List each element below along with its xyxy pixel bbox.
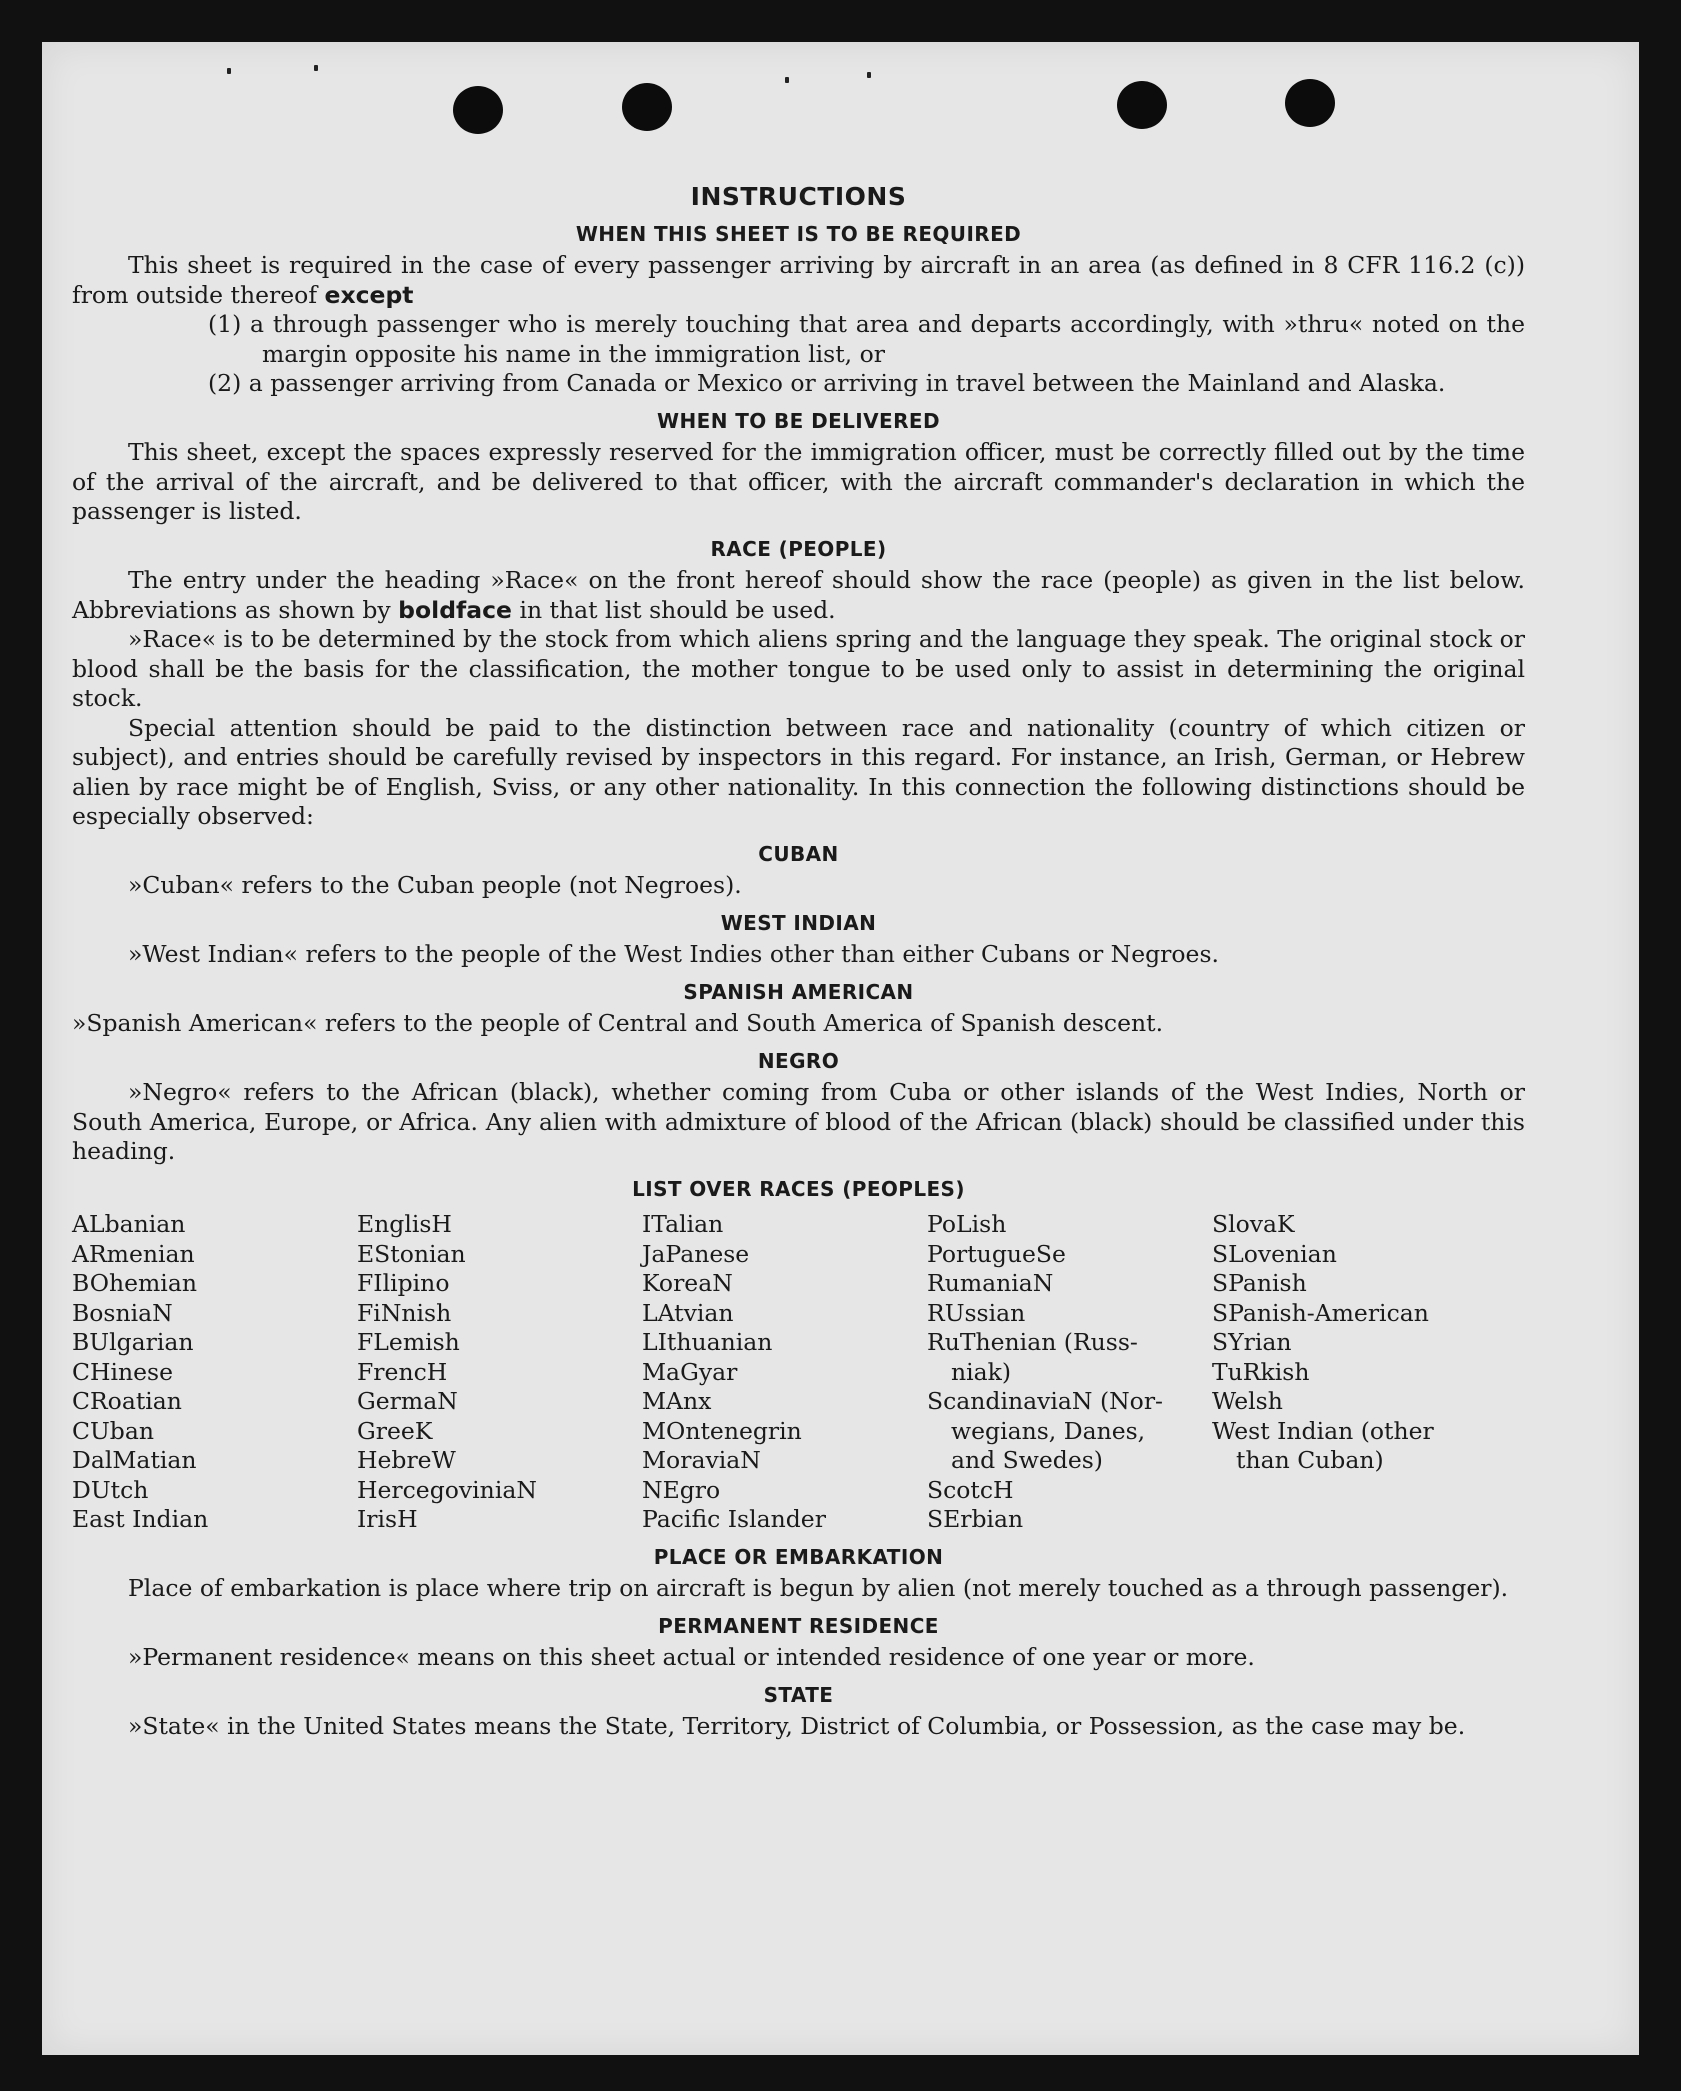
list-item: (1) a through passenger who is merely touching that area and departs accordingly, with »thru« noted on the margin opposite his name in the immigration list, or — [208, 310, 1525, 368]
instructions-content — [72, 182, 1525, 1742]
section-heading: RACE (PEOPLE) — [710, 536, 887, 561]
punch-hole — [1117, 81, 1167, 129]
race-entry: MaGyar — [642, 1357, 738, 1386]
race-entry: Pacific Islander — [642, 1505, 826, 1533]
race-entry-continued: than Cuban) — [1236, 1446, 1384, 1474]
race-entry: BOhemian — [72, 1269, 197, 1297]
paragraph: »Negro« refers to the African (black), whether coming from Cuba or other islands of the West Indies, North or South America, Europe, or Africa. Any alien with admixture of blood of the African (black) should be classified under this heading. — [72, 1078, 1525, 1165]
race-entry-continued: wegians, Danes, — [951, 1416, 1146, 1445]
race-entry: HebreW — [357, 1446, 456, 1474]
punch-hole — [1285, 79, 1335, 127]
race-entry: GreeK — [357, 1416, 433, 1445]
section-heading: STATE — [763, 1682, 834, 1707]
section-heading: PERMANENT RESIDENCE — [658, 1613, 939, 1638]
race-entry: SlovaK — [1212, 1210, 1295, 1238]
speck-mark — [227, 68, 231, 74]
race-entry: ARmenian — [72, 1239, 195, 1268]
race-entry: SPanish-American — [1212, 1298, 1429, 1327]
races-list — [72, 1210, 1525, 1535]
race-entry: RUssian — [927, 1298, 1026, 1327]
section-heading: CUBAN — [758, 841, 839, 866]
section-heading: PLACE OR EMBARKATION — [653, 1544, 944, 1569]
paragraph-text: This sheet is required in the case of every passenger arriving by aircraft in an area (as defined in 8 CFR 116.2 (c)) from outside thereof — [72, 251, 1525, 309]
race-entry: BUlgarian — [72, 1328, 194, 1356]
race-entry-continued: and Swedes) — [951, 1446, 1103, 1474]
paragraph — [72, 566, 1525, 625]
race-entry: CUban — [72, 1416, 154, 1445]
race-entry-continued: niak) — [951, 1357, 1012, 1386]
race-entry: PoLish — [927, 1210, 1007, 1238]
race-entry: HercegoviniaN — [357, 1475, 537, 1504]
section-heading: WEST INDIAN — [720, 910, 877, 935]
race-entry: IrisH — [357, 1505, 418, 1533]
race-entry: West Indian (other — [1212, 1416, 1434, 1445]
speck-mark — [867, 72, 871, 78]
paragraph-text: in that list should be used. — [511, 595, 836, 624]
bold-text: boldface — [398, 595, 512, 624]
race-entry: MoraviaN — [642, 1446, 761, 1474]
race-entry: ScotcH — [927, 1475, 1014, 1504]
race-entry: SYrian — [1212, 1328, 1292, 1356]
race-entry: Welsh — [1212, 1387, 1283, 1415]
race-entry: SLovenian — [1212, 1239, 1337, 1268]
race-entry: ITalian — [642, 1210, 724, 1238]
race-entry: BosniaN — [72, 1298, 173, 1327]
section-heading: SPANISH AMERICAN — [683, 979, 914, 1004]
races-column — [357, 1210, 642, 1535]
race-entry: PortugueSe — [927, 1239, 1066, 1268]
document-sheet — [42, 42, 1639, 2055]
race-entry: LIthuanian — [642, 1328, 773, 1356]
paragraph: »Race« is to be determined by the stock from which aliens spring and the language they speak. The original stock or blood shall be the basis for the classification, the mother tongue to be used only to assist in determining the original stock. — [72, 625, 1525, 712]
paragraph: This sheet, except the spaces expressly reserved for the immigration officer, must be correctly filled out by the time of the arrival of the aircraft, and be delivered to that officer, with the aircraft commander's declaration in which the passenger is listed. — [72, 438, 1525, 525]
race-entry: LAtvian — [642, 1298, 734, 1327]
race-entry: KoreaN — [642, 1269, 733, 1297]
race-entry: FrencH — [357, 1357, 448, 1386]
race-entry: ScandinaviaN (Nor- — [927, 1387, 1163, 1415]
race-entry: DalMatian — [72, 1446, 197, 1474]
speck-mark — [314, 65, 318, 71]
race-entry: FIlipino — [357, 1269, 450, 1297]
race-entry: JaPanese — [642, 1239, 750, 1268]
race-entry: RuThenian (Russ- — [927, 1328, 1138, 1356]
race-entry: TuRkish — [1212, 1357, 1310, 1386]
race-entry: GermaN — [357, 1387, 458, 1415]
race-entry: ALbanian — [72, 1210, 186, 1238]
paragraph — [72, 251, 1525, 310]
race-entry: EStonian — [357, 1239, 466, 1268]
paragraph: »Permanent residence« means on this sheet actual or intended residence of one year or more. — [128, 1643, 1255, 1671]
race-entry: FLemish — [357, 1328, 460, 1356]
bold-text: except — [324, 280, 414, 309]
section-heading: NEGRO — [757, 1048, 840, 1073]
race-entry: MAnx — [642, 1387, 712, 1415]
paragraph-text: The entry under the heading »Race« on the front hereof should show the race (people) as given in the list below. Abbreviations as shown by — [72, 566, 1525, 624]
punch-hole — [453, 86, 503, 134]
punch-hole — [622, 83, 672, 131]
races-column — [927, 1210, 1212, 1535]
speck-mark — [785, 77, 789, 83]
race-entry: SErbian — [927, 1505, 1024, 1533]
race-entry: MOntenegrin — [642, 1416, 802, 1445]
race-entry: FiNnish — [357, 1298, 452, 1327]
paragraph: »West Indian« refers to the people of the West Indies other than either Cubans or Negroes. — [128, 940, 1219, 968]
races-column — [1212, 1210, 1525, 1535]
race-entry: SPanish — [1212, 1269, 1307, 1297]
paragraph: »Spanish American« refers to the people of Central and South America of Spanish descent. — [72, 1009, 1164, 1037]
race-entry: DUtch — [72, 1475, 149, 1504]
list-item: (2) a passenger arriving from Canada or Mexico or arriving in travel between the Mainland and Alaska. — [208, 369, 1446, 397]
race-entry: RumaniaN — [927, 1269, 1054, 1297]
paragraph: »State« in the United States means the State, Territory, District of Columbia, or Possession, as the case may be. — [128, 1712, 1466, 1740]
race-entry: CRoatian — [72, 1387, 182, 1415]
page-title: INSTRUCTIONS — [690, 182, 907, 211]
race-entry: CHinese — [72, 1357, 173, 1386]
race-entry: EnglisH — [357, 1210, 452, 1238]
section-heading: WHEN THIS SHEET IS TO BE REQUIRED — [575, 221, 1022, 246]
race-entry: NEgro — [642, 1475, 721, 1504]
section-heading: LIST OVER RACES (PEOPLES) — [632, 1176, 965, 1201]
paragraph: »Cuban« refers to the Cuban people (not Negroes). — [128, 871, 742, 899]
races-column — [72, 1210, 357, 1535]
paragraph: Place of embarkation is place where trip on aircraft is begun by alien (not merely touched as a through passenger). — [128, 1574, 1509, 1602]
section-heading: WHEN TO BE DELIVERED — [657, 408, 940, 433]
paragraph: Special attention should be paid to the distinction between race and nationality (country of which citizen or subject), and entries should be carefully revised by inspectors in this regard. For instance, an Irish, German, or Hebrew alien by race might be of English, Sviss, or any other nationality. In this connection the following distinctions should be especially observed: — [72, 713, 1525, 830]
race-entry: East Indian — [72, 1505, 209, 1533]
races-column — [642, 1210, 927, 1535]
